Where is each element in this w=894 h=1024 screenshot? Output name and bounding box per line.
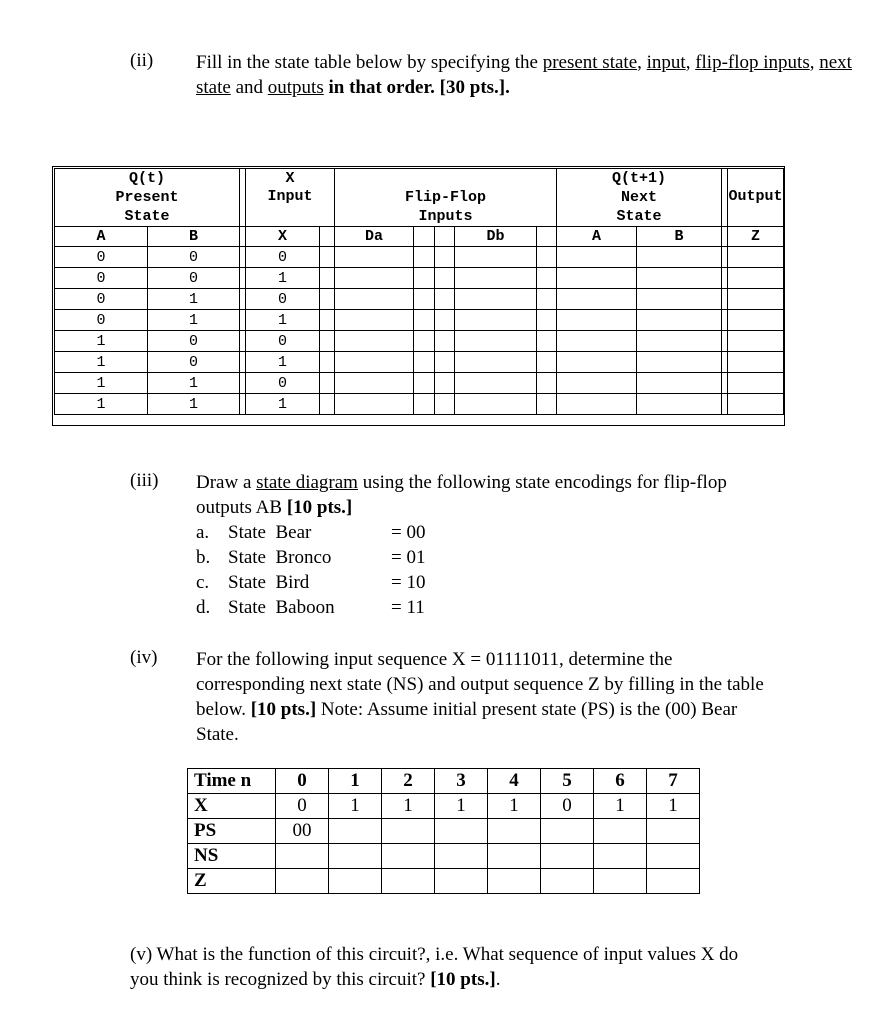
header-input: Input — [246, 188, 335, 227]
x-cell: 1 — [594, 794, 647, 819]
sub-next-a: A — [557, 227, 637, 247]
cell-next-a[interactable] — [557, 247, 637, 268]
z-label: Z — [188, 869, 276, 894]
cell-db[interactable] — [455, 289, 537, 310]
header-output: Output — [728, 188, 784, 227]
ps-cell[interactable] — [647, 819, 700, 844]
cell-db[interactable] — [455, 373, 537, 394]
header-x: X — [246, 169, 335, 189]
cell-da[interactable] — [335, 373, 414, 394]
time-cell: 6 — [594, 769, 647, 794]
cell-da[interactable] — [335, 310, 414, 331]
cell-da[interactable] — [335, 331, 414, 352]
cell-x: 0 — [246, 289, 320, 310]
q5-line1: (v) What is the function of this circuit?, i.e. What sequence of input values X do — [130, 944, 739, 965]
cell-x: 1 — [246, 310, 320, 331]
q2-sep: , — [637, 52, 647, 73]
cell-b: 0 — [148, 268, 240, 289]
time-cell: 0 — [276, 769, 329, 794]
q2-present-state: present state — [542, 52, 638, 73]
cell-a: 1 — [55, 331, 148, 352]
ns-cell[interactable] — [276, 844, 329, 869]
time-cell: 3 — [435, 769, 488, 794]
table-row — [55, 289, 784, 310]
cell-x: 0 — [246, 247, 320, 268]
cell-da[interactable] — [335, 247, 414, 268]
q5-period: . — [495, 969, 501, 990]
cell-db[interactable] — [455, 247, 537, 268]
cell-x: 1 — [246, 268, 320, 289]
ns-cell[interactable] — [435, 844, 488, 869]
q2-points: . [30 pts.]. — [430, 77, 510, 98]
item-name: State Bird — [228, 572, 310, 593]
q2-sep: , — [685, 52, 696, 73]
cell-z[interactable] — [728, 310, 784, 331]
cell-next-a[interactable] — [557, 310, 637, 331]
q3-text-b: using the following state encodings for flip-flop — [357, 472, 727, 493]
cell-z[interactable] — [728, 247, 784, 268]
item-code: = 11 — [391, 597, 425, 618]
header-qt: Q(t) — [55, 169, 240, 189]
table-row — [55, 352, 784, 373]
table-row — [55, 394, 784, 415]
table-row — [55, 310, 784, 331]
ns-cell[interactable] — [594, 844, 647, 869]
cell-z[interactable] — [728, 331, 784, 352]
cell-db[interactable] — [455, 268, 537, 289]
item-letter: b. — [196, 547, 211, 568]
cell-da[interactable] — [335, 394, 414, 415]
x-cell: 0 — [276, 794, 329, 819]
cell-b: 0 — [148, 352, 240, 373]
cell-next-b[interactable] — [637, 331, 722, 352]
sub-x: X — [246, 227, 320, 247]
item-name: State Bronco — [228, 547, 332, 568]
item-code: = 10 — [391, 572, 426, 593]
ns-cell[interactable] — [488, 844, 541, 869]
sub-b: B — [148, 227, 240, 247]
ps-cell[interactable] — [594, 819, 647, 844]
cell-next-b[interactable] — [637, 268, 722, 289]
cell-a: 0 — [55, 289, 148, 310]
cell-db[interactable] — [455, 394, 537, 415]
item-letter: a. — [196, 522, 210, 543]
time-cell: 4 — [488, 769, 541, 794]
time-row — [188, 769, 700, 794]
cell-next-a[interactable] — [557, 394, 637, 415]
cell-a: 1 — [55, 352, 148, 373]
cell-next-b[interactable] — [637, 289, 722, 310]
cell-db[interactable] — [455, 331, 537, 352]
q5-points: [10 pts.] — [430, 969, 496, 990]
time-cell: 7 — [647, 769, 700, 794]
time-cell: 1 — [329, 769, 382, 794]
cell-da[interactable] — [335, 289, 414, 310]
header-ff1: Flip-Flop — [404, 189, 486, 206]
header-present: Present — [115, 189, 179, 206]
q5-prompt — [130, 942, 870, 992]
x-cell: 1 — [647, 794, 700, 819]
cell-db[interactable] — [455, 310, 537, 331]
list-item — [391, 570, 425, 595]
time-label: Time n — [188, 769, 276, 794]
header-state: State — [124, 208, 170, 225]
z-cell[interactable] — [541, 869, 594, 894]
cell-next-a[interactable] — [557, 373, 637, 394]
header-next-state-label: State — [616, 208, 662, 225]
q4-prompt — [196, 647, 876, 747]
cell-z[interactable] — [728, 394, 784, 415]
header-next: Next — [620, 189, 657, 206]
cell-x: 0 — [246, 373, 320, 394]
sequence-table — [187, 768, 700, 894]
header-flipflop-inputs — [335, 188, 557, 227]
q2-next-state: next state — [196, 52, 852, 98]
cell-x: 0 — [246, 331, 320, 352]
table-row — [55, 247, 784, 268]
z-cell[interactable] — [647, 869, 700, 894]
list-item — [228, 570, 309, 595]
ps-cell[interactable] — [435, 819, 488, 844]
cell-z[interactable] — [728, 373, 784, 394]
cell-b: 1 — [148, 394, 240, 415]
q4-label: (iv) — [130, 647, 158, 668]
cell-a: 1 — [55, 394, 148, 415]
item-name: State Bear — [228, 522, 312, 543]
cell-next-b[interactable] — [637, 352, 722, 373]
q2-sep: and — [230, 77, 268, 98]
q5-line2: you think is recognized by this circuit? — [130, 969, 431, 990]
x-cell: 1 — [382, 794, 435, 819]
table-row — [55, 268, 784, 289]
x-cell: 1 — [435, 794, 488, 819]
z-cell[interactable] — [488, 869, 541, 894]
ns-row — [188, 844, 700, 869]
q4-line3: below. — [196, 699, 251, 720]
cell-a: 1 — [55, 373, 148, 394]
cell-a: 0 — [55, 268, 148, 289]
ps-cell[interactable] — [541, 819, 594, 844]
ps-cell[interactable]: 00 — [276, 819, 329, 844]
item-code: = 01 — [391, 547, 426, 568]
header-qt1: Q(t+1) — [557, 169, 722, 189]
q4-line4: State. — [196, 724, 239, 745]
q2-prompt — [196, 50, 856, 100]
sub-next-b: B — [637, 227, 722, 247]
header-ff-blank — [335, 169, 557, 189]
q2-sep: , — [809, 52, 820, 73]
item-name: State Baboon — [228, 597, 335, 618]
q2-text: Fill in the state table below by specifying the — [196, 52, 543, 73]
q4-line2: corresponding next state (NS) and output sequence Z by filling in the table — [196, 674, 764, 695]
cell-a: 0 — [55, 310, 148, 331]
cell-db[interactable] — [455, 352, 537, 373]
sub-a: A — [55, 227, 148, 247]
cell-next-b[interactable] — [637, 310, 722, 331]
ns-cell[interactable] — [329, 844, 382, 869]
q2-order: in that order — [323, 77, 431, 98]
cell-da[interactable] — [335, 268, 414, 289]
sub-z: Z — [728, 227, 784, 247]
q3-label: (iii) — [130, 470, 159, 491]
ps-cell[interactable] — [329, 819, 382, 844]
cell-a: 0 — [55, 247, 148, 268]
table-row — [55, 373, 784, 394]
z-cell[interactable] — [435, 869, 488, 894]
x-cell: 1 — [488, 794, 541, 819]
cell-b: 1 — [148, 310, 240, 331]
list-item — [196, 545, 210, 570]
time-cell: 2 — [382, 769, 435, 794]
table-row — [55, 331, 784, 352]
cell-next-b[interactable] — [637, 394, 722, 415]
ps-cell[interactable] — [382, 819, 435, 844]
q4-line1: For the following input sequence X = 01111011, determine the — [196, 649, 673, 670]
list-item — [196, 570, 209, 595]
z-cell[interactable] — [329, 869, 382, 894]
time-cell: 5 — [541, 769, 594, 794]
list-item — [391, 545, 425, 570]
list-item — [391, 595, 425, 620]
z-cell[interactable] — [276, 869, 329, 894]
q3-prompt — [196, 470, 856, 520]
q2-flip-flop-inputs: flip-flop inputs — [695, 52, 810, 73]
cell-x: 1 — [246, 394, 320, 415]
ps-row — [188, 819, 700, 844]
z-cell[interactable] — [382, 869, 435, 894]
q4-points: [10 pts.] — [250, 699, 317, 720]
x-cell: 1 — [329, 794, 382, 819]
z-row — [188, 869, 700, 894]
q3-state-diagram: state diagram — [256, 472, 358, 493]
ns-cell[interactable] — [382, 844, 435, 869]
cell-z[interactable] — [728, 352, 784, 373]
q2-label: (ii) — [130, 50, 154, 71]
sub-da: Da — [335, 227, 414, 247]
ps-label: PS — [188, 819, 276, 844]
cell-x: 1 — [246, 352, 320, 373]
z-cell[interactable] — [594, 869, 647, 894]
cell-b: 0 — [148, 247, 240, 268]
header-present-state — [55, 188, 240, 227]
list-item — [228, 595, 335, 620]
sub-db: Db — [455, 227, 537, 247]
cell-next-b[interactable] — [637, 373, 722, 394]
list-item — [228, 545, 331, 570]
q3-points: [10 pts.] — [286, 497, 353, 518]
q4-note: Note: Assume initial present state (PS) is the (00) Bear — [316, 699, 738, 720]
cell-next-a[interactable] — [557, 268, 637, 289]
ps-cell[interactable] — [488, 819, 541, 844]
cell-next-a[interactable] — [557, 289, 637, 310]
list-item — [391, 520, 425, 545]
x-cell: 0 — [541, 794, 594, 819]
cell-b: 1 — [148, 373, 240, 394]
item-letter: c. — [196, 572, 210, 593]
cell-b: 1 — [148, 289, 240, 310]
q2-input: input — [646, 52, 686, 73]
cell-da[interactable] — [335, 352, 414, 373]
q3-text: Draw a — [196, 472, 257, 493]
list-item — [196, 595, 210, 620]
ns-cell[interactable] — [647, 844, 700, 869]
cell-next-a[interactable] — [557, 352, 637, 373]
cell-b: 0 — [148, 331, 240, 352]
cell-z[interactable] — [728, 268, 784, 289]
item-letter: d. — [196, 597, 211, 618]
header-out-blank — [728, 169, 784, 189]
header-next-state — [557, 188, 722, 227]
cell-z[interactable] — [728, 289, 784, 310]
cell-next-a[interactable] — [557, 331, 637, 352]
ns-label: NS — [188, 844, 276, 869]
q3-line2: outputs AB — [196, 497, 287, 518]
state-table — [54, 168, 784, 415]
item-code: = 00 — [391, 522, 426, 543]
list-item — [228, 520, 311, 545]
header-ff2: Inputs — [418, 208, 473, 225]
q2-outputs: outputs — [267, 77, 324, 98]
ns-cell[interactable] — [541, 844, 594, 869]
x-row — [188, 794, 700, 819]
cell-next-b[interactable] — [637, 247, 722, 268]
list-item — [196, 520, 209, 545]
x-label: X — [188, 794, 276, 819]
